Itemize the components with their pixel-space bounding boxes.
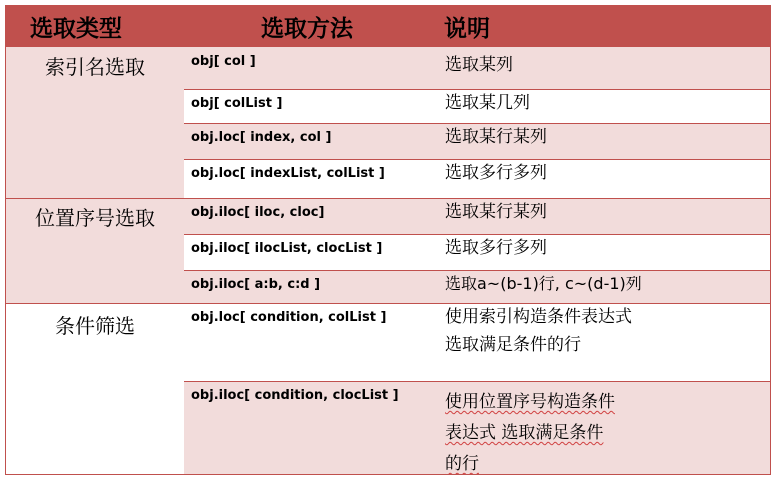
description-cell: 选取a~(b-1)行, c~(d-1)列 (445, 274, 642, 293)
method-cell: obj[ colList ] (191, 96, 283, 111)
method-cell: obj.loc[ indexList, colList ] (191, 166, 385, 181)
row-divider (184, 270, 771, 271)
description-cell (445, 387, 615, 475)
table-row (184, 270, 771, 303)
description-cell (445, 303, 632, 359)
description-cell: 选取某行某列 (445, 202, 547, 222)
table-row (184, 123, 771, 159)
description-cell: 选取某列 (445, 55, 513, 75)
method-cell: obj.loc[ condition, colList ] (191, 310, 387, 325)
table-row (184, 47, 771, 89)
description-line: 使用位置序号构造条件 (445, 392, 615, 412)
selection-methods-table (5, 5, 771, 475)
category-label-index: 索引名选取 (45, 55, 145, 79)
category-cell-condition (6, 303, 184, 475)
description-line: 选取满足条件的行 (445, 335, 581, 355)
description-cell: 选取某行某列 (445, 127, 547, 147)
method-cell: obj.iloc[ condition, clocList ] (191, 388, 399, 403)
description-cell: 选取某几列 (445, 93, 530, 113)
table-row (184, 234, 771, 270)
method-cell: obj.iloc[ iloc, cloc] (191, 205, 325, 220)
description-line: 使用索引构造条件表达式 (445, 307, 632, 327)
row-divider (184, 381, 771, 382)
table-row (184, 381, 771, 475)
table-row (184, 198, 771, 234)
table-row (184, 89, 771, 123)
header-description: 说明 (444, 16, 490, 42)
row-divider (184, 234, 771, 235)
row-divider (184, 123, 771, 124)
row-divider (184, 159, 771, 160)
table-row (184, 159, 771, 198)
description-line: 的行 (445, 454, 479, 474)
table-row (184, 303, 771, 381)
category-cell-index (6, 47, 184, 198)
group-divider (6, 303, 771, 304)
header-method: 选取方法 (261, 16, 353, 42)
description-line: 表达式 选取满足条件 (445, 423, 604, 443)
category-label-condition: 条件筛选 (55, 314, 135, 338)
row-divider (184, 89, 771, 90)
table-header (6, 5, 771, 47)
category-cell-position (6, 198, 184, 303)
method-cell: obj.iloc[ ilocList, clocList ] (191, 241, 383, 256)
method-cell: obj.iloc[ a:b, c:d ] (191, 277, 321, 292)
header-type: 选取类型 (30, 16, 122, 42)
method-cell: obj[ col ] (191, 54, 256, 69)
description-cell: 选取多行多列 (445, 238, 547, 258)
category-label-position: 位置序号选取 (35, 206, 155, 230)
description-cell: 选取多行多列 (445, 163, 547, 183)
method-cell: obj.loc[ index, col ] (191, 130, 332, 145)
group-divider (6, 198, 771, 199)
